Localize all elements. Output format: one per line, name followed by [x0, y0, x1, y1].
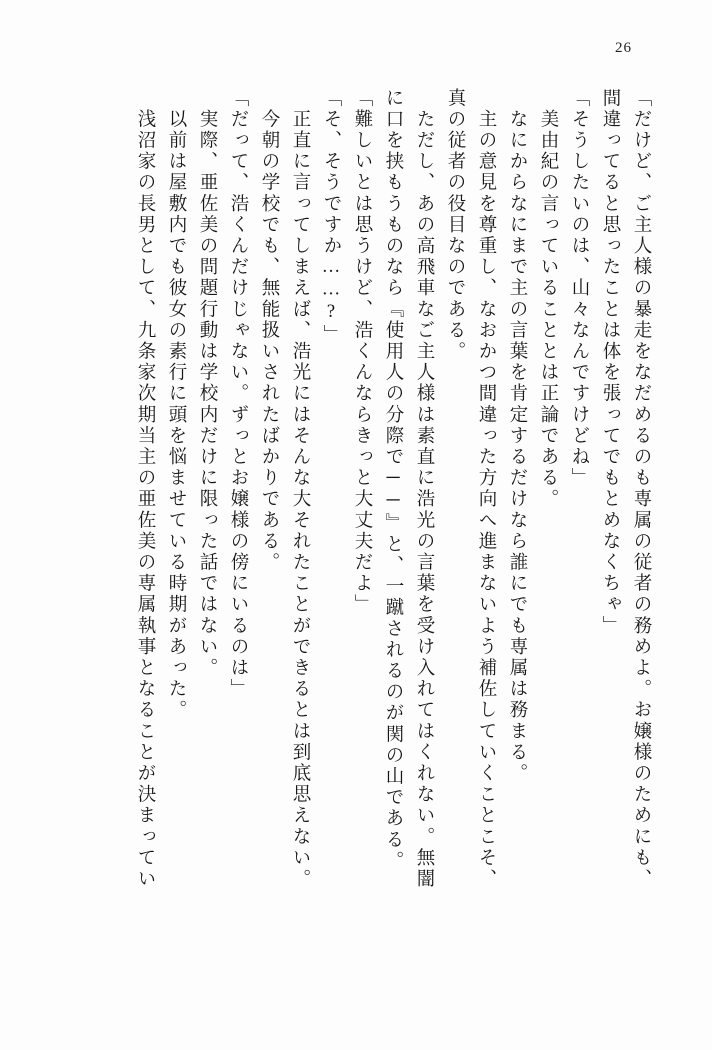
text-line: に口を挟もうものなら『使用人の分際で──』と、一蹴されるのが関の山である。 — [383, 88, 403, 872]
text-line: 浅沼家の長男として、九条家次期当主の亜佐美の専属執事となることが決まってい — [135, 88, 155, 890]
body-text — [70, 88, 650, 968]
text-line: 「だけど、ご主人様の暴走をなだめるのも専属の従者の務めよ。お嬢様のためにも、 — [631, 88, 651, 890]
text-line: 間違ってると思ったことは体を張ってでもとめなくちゃ」 — [600, 88, 620, 637]
text-line: なにからなにまで主の言葉を肯定するだけなら誰にでも専属は務まる。 — [507, 88, 527, 785]
text-line: 「だって、浩くんだけじゃない。ずっとお嬢様の傍にいるのは」 — [228, 88, 248, 700]
text-line: 「そうしたいのは、山々なんですけどね」 — [569, 88, 589, 489]
text-line: 「難しいとは思うけど、浩くんならきっと大丈夫だよ」 — [352, 88, 372, 616]
text-line: 正直に言ってしまえば、浩光にはそんな大それたことができるとは到底思えない。 — [290, 88, 310, 890]
page-number: 26 — [615, 40, 632, 56]
text-line: 美由紀の言っていることとは正論である。 — [538, 88, 558, 510]
text-line: 「そ、そうですか……?」 — [321, 88, 341, 346]
text-line: 実際、亜佐美の問題行動は学校内だけに限った話ではない。 — [197, 88, 217, 679]
text-line: 以前は屋敷内でも彼女の素行に頭を悩ませている時期があった。 — [166, 88, 186, 721]
text-line: 主の意見を尊重し、なおかつ間違った方向へ進まないよう補佐していくことこそ、 — [476, 88, 496, 890]
text-line: 今朝の学校でも、無能扱いされたばかりである。 — [259, 88, 279, 574]
text-line: ただし、あの高飛車なご主人様は素直に浩光の言葉を受け入れてはくれない。無闇 — [414, 88, 434, 890]
text-line: 真の従者の役目なのである。 — [445, 88, 465, 363]
